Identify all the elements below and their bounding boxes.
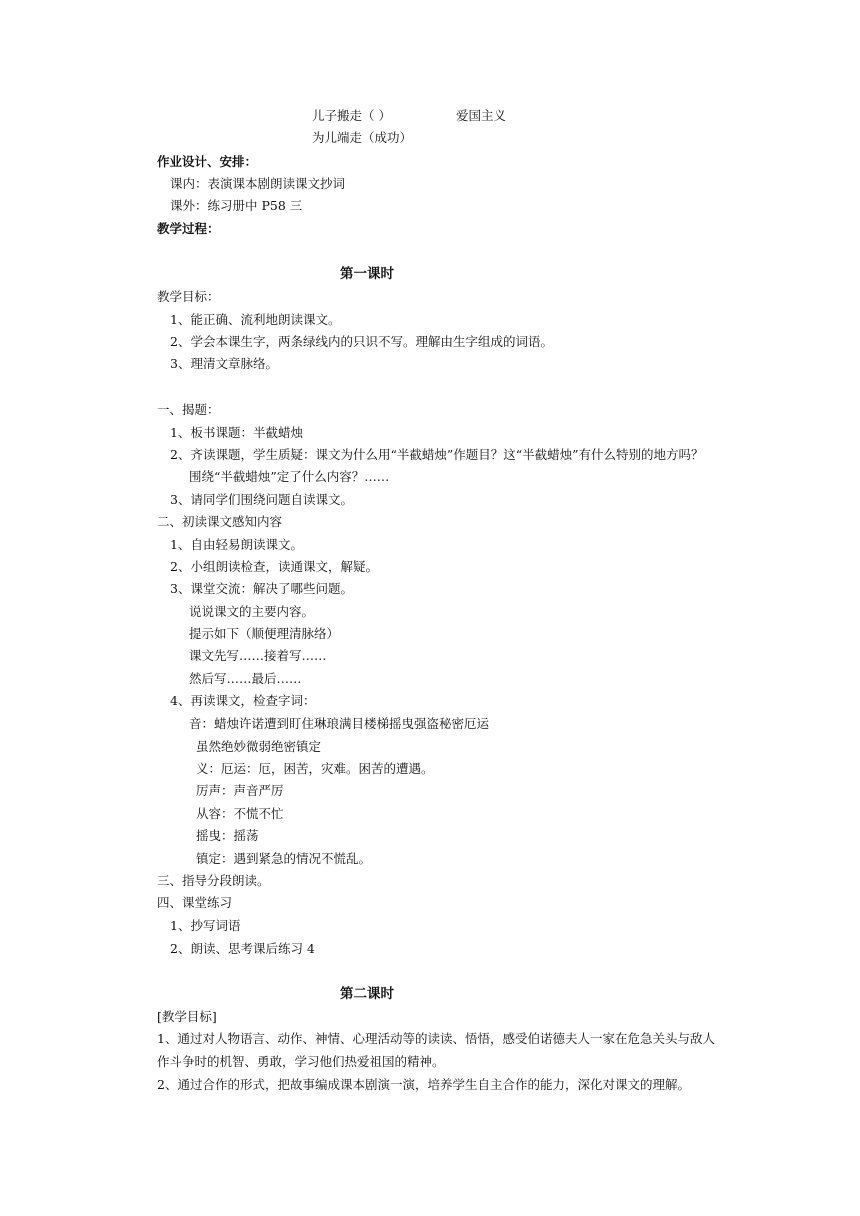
sound-line: 音：蜡烛许诺遭到盯住琳琅满目楼梯摇曳强盗秘密厄运 <box>189 716 490 731</box>
sound-line-2: 虽然绝妙微弱绝密镇定 <box>196 739 322 754</box>
part2-item-3-sub-2: 提示如下（顺便理清脉络） <box>189 626 340 641</box>
lesson1-goals-label: 教学目标： <box>157 289 220 304</box>
lesson1-goal-3: 3、理清文章脉络。 <box>170 356 278 371</box>
top-line1-right: 爱国主义 <box>456 108 507 123</box>
part2-title: 二、初读课文感知内容 <box>157 514 283 529</box>
meaning-item-2: 从容：不慌不忙 <box>196 806 284 821</box>
meaning-item-1: 厉声：声音严厉 <box>196 783 284 798</box>
part4-title: 四、课堂练习 <box>157 895 233 910</box>
part1-item-1: 1、板书课题：半截蜡烛 <box>170 425 303 440</box>
meaning-line: 义：厄运：厄，困苦，灾难。困苦的遭遇。 <box>196 761 434 776</box>
part2-item-3-sub-1: 说说课文的主要内容。 <box>189 604 315 619</box>
part2-item-1: 1、自由轻易朗读课文。 <box>170 537 303 552</box>
lesson2-title: 第二课时 <box>340 986 394 1002</box>
part2-item-3-sub-4: 然后写……最后…… <box>189 671 302 686</box>
part1-title: 一、揭题： <box>157 402 220 417</box>
part1-item-2-cont: 围绕“半截蜡烛”定了什么内容？…… <box>189 469 390 484</box>
part2-item-2: 2、小组朗读检查，读通课文，解疑。 <box>170 559 378 574</box>
part3-title: 三、指导分段朗读。 <box>157 873 270 888</box>
part1-item-2: 2、齐读课题，学生质疑：课文为什么用“半截蜡烛”作题目？这“半截蜡烛”有什么特别的地方吗？ <box>170 447 704 462</box>
lesson1-goal-1: 1、能正确、流利地朗读课文。 <box>170 312 341 327</box>
homework-heading: 作业设计、安排： <box>157 154 258 169</box>
homework-in-class: 课内：表演课本剧朗读课文抄词 <box>170 176 346 191</box>
part2-item-3-sub-3: 课文先写……接着写…… <box>189 648 327 663</box>
top-line2: 为儿端走（成功） <box>312 130 413 145</box>
part4-item-1: 1、抄写词语 <box>170 918 241 933</box>
top-line1-left: 儿子搬走（ ） <box>312 108 391 123</box>
part1-item-3: 3、请同学们围绕问题自读课文。 <box>170 492 353 507</box>
meaning-item-4: 镇定：遇到紧急的情况不慌乱。 <box>196 851 372 866</box>
lesson2-goals-label: [教学目标] <box>157 1009 217 1024</box>
lesson1-goal-2: 2、学会本课生字，两条绿线内的只识不写。理解由生字组成的词语。 <box>170 334 553 349</box>
homework-after-class: 课外：练习册中 P58 三 <box>170 198 303 213</box>
part2-item-4: 4、再读课文，检查字词： <box>170 693 316 708</box>
part2-item-3: 3、课堂交流：解决了哪些问题。 <box>170 581 353 596</box>
lesson2-goal-1-line-2: 作斗争时的机智、勇敢，学习他们热爱祖国的精神。 <box>157 1054 445 1069</box>
lesson2-goal-1-line-1: 1、通过对人物语言、动作、神情、心理活动等的读读、悟悟，感受伯诺德夫人一家在危急关头与敌人 <box>157 1031 715 1046</box>
lesson1-title: 第一课时 <box>340 266 394 282</box>
process-heading: 教学过程： <box>157 221 220 236</box>
lesson2-goal-2: 2、通过合作的形式，把故事编成课本剧演一演，培养学生自主合作的能力，深化对课文的理解。 <box>157 1077 690 1092</box>
meaning-item-3: 摇曳：摇荡 <box>196 828 259 843</box>
part4-item-2: 2、朗读、思考课后练习 4 <box>170 941 315 956</box>
